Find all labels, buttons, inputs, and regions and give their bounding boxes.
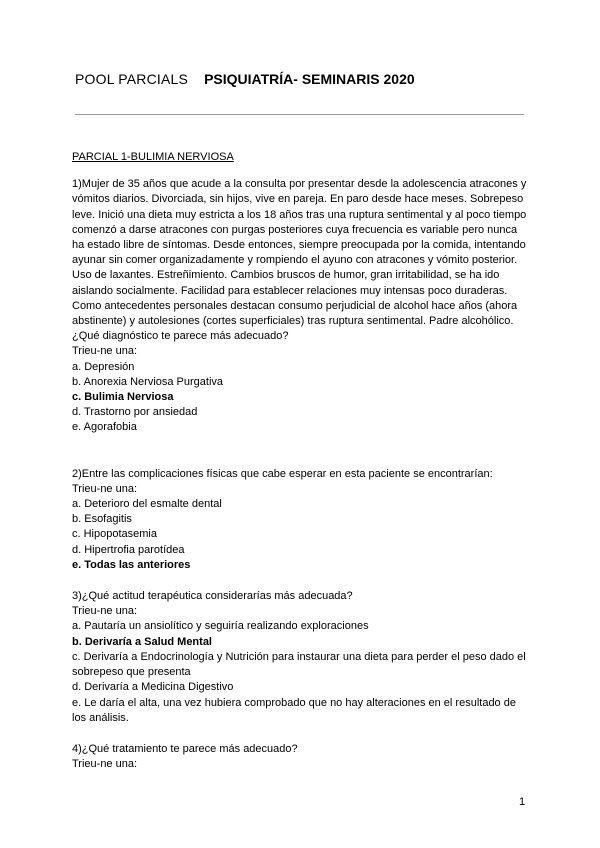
header-left: POOL PARCIALS (75, 71, 189, 87)
option-c: c. Hipopotasemia (72, 528, 157, 541)
question-prompt: Trieu-ne una: (72, 605, 138, 618)
option-d: d. Trastorno por ansiedad (72, 406, 198, 419)
option-a: a. Depresión (72, 360, 135, 373)
question-prompt: Trieu-ne una: (72, 758, 138, 771)
option-e: e. Le daría el alta, una vez hubiera comprobado que no hay alteraciones en el resultado de los análisis. (72, 696, 516, 724)
header-rule (75, 114, 524, 115)
question-text: 4)¿Qué tratamiento te parece más adecuado? (72, 742, 298, 755)
section-title: PARCIAL 1-BULIMIA NERVIOSA (72, 151, 234, 163)
option-a: a. Pautaría un ansiolítico y seguiría realizando exploraciones (72, 620, 369, 633)
option-a: a. Deterioro del esmalte dental (72, 498, 222, 511)
page-number: 1 (519, 796, 526, 808)
option-d: d. Derivaría a Medicina Digestivo (72, 681, 234, 694)
page-header (75, 71, 415, 87)
option-c-correct: c. Bulimia Nerviosa (72, 391, 174, 404)
option-c: c. Derivaría a Endocrinología y Nutrición para instaurar una dieta para perder el peso dado el sobrepeso que presenta (72, 650, 526, 679)
question-text: 1)Mujer de 35 años que acude a la consulta por presentar desde la adolescencia atracones y vómitos diarios. Divorciada, sin hijos, vive en pareja. En paro desde hace meses. Sobrepeso leve. Inició una dieta muy estricta a los 18 años tras una ruptura sentimental y al poco tiempo comenzó a darse atracones con purgas posteriores cuya frecuencia es variable pero nunca ha estado libre de síntomas. Desde entonces, siempre preocupada por la comida, intentando ayunar sin comer organizadamente y rompiendo el ayuno con atracones y vómito posterior. Uso de laxantes. Estreñimiento. Cambios bruscos de humor, gran irritabilidad, se ha ido aislando socialmente. Facilidad para establecer relaciones muy intensas poco duraderas. Como antecedentes personales destacan consumo perjudicial de alcohol hace años (ahora abstinente) y autolesiones (cortes superficiales) tras ruptura sentimental. Padre alcohólico. ¿Qué diagnóstico te parece más adecuado? (72, 178, 527, 343)
document-body (72, 150, 527, 772)
question-1 (72, 177, 527, 435)
header-title: PSIQUIATRÍA- SEMINARIS 2020 (204, 71, 415, 87)
option-b-correct: b. Derivaría a Salud Mental (72, 635, 212, 648)
option-b: b. Anorexia Nerviosa Purgativa (72, 375, 224, 388)
question-3 (72, 589, 527, 726)
question-4 (72, 742, 527, 772)
question-2 (72, 467, 527, 573)
question-prompt: Trieu-ne una: (72, 482, 138, 495)
question-text: 3)¿Qué actitud terapéutica considerarías más adecuada? (72, 590, 353, 603)
option-e-correct: e. Todas las anteriores (72, 558, 191, 571)
option-d: d. Hipertrofia parotídea (72, 543, 185, 556)
option-e: e. Agorafobia (72, 421, 137, 434)
question-text: 2)Entre las complicaciones físicas que cabe esperar en esta paciente se encontrarían: (72, 467, 493, 480)
option-b: b. Esofagitis (72, 513, 132, 526)
question-prompt: Trieu-ne una: (72, 345, 138, 358)
